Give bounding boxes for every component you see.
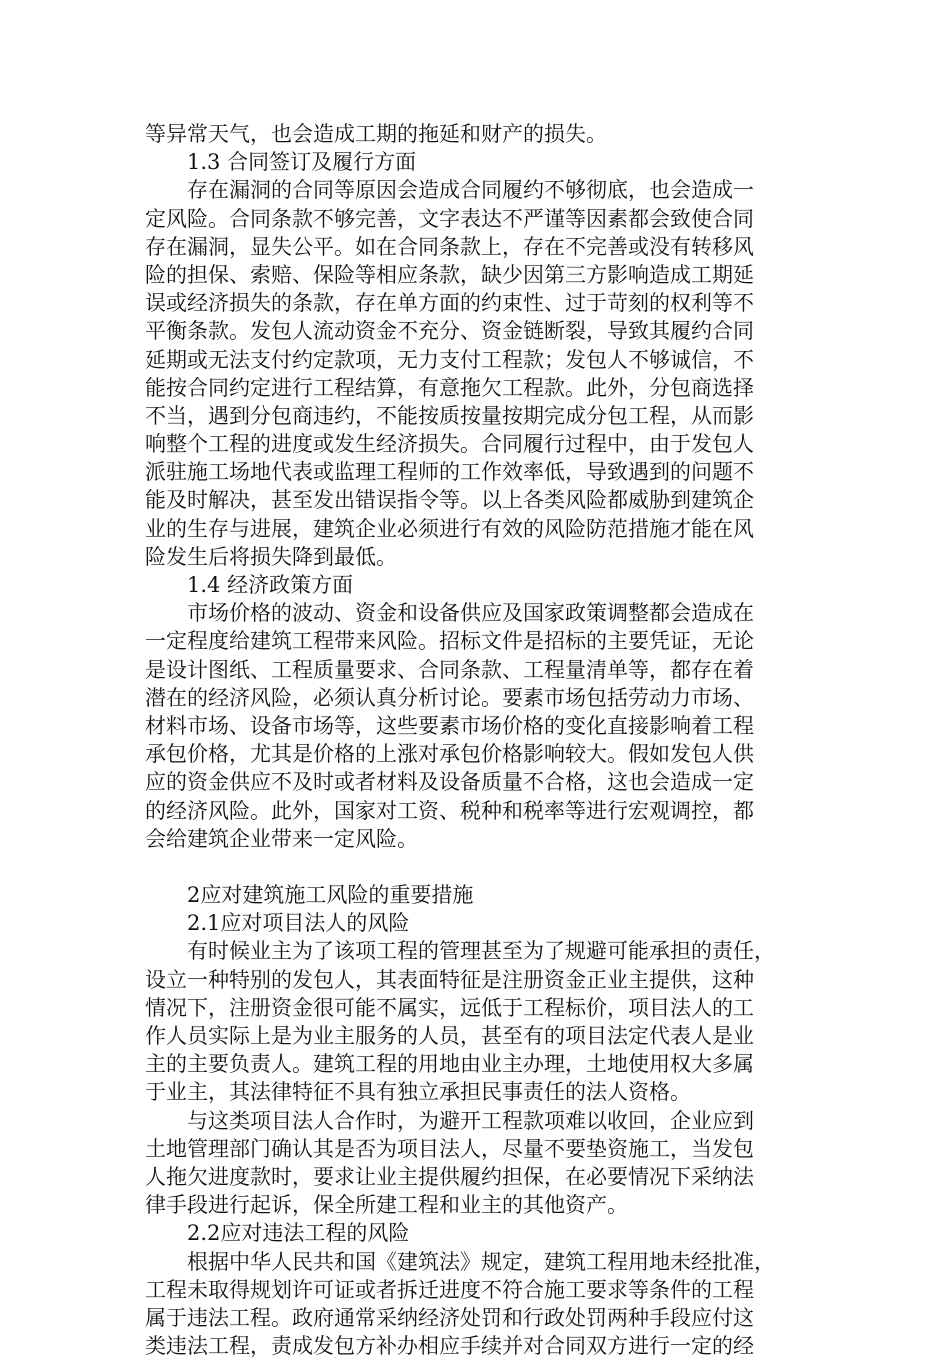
text-line: 的经济风险。此外，国家对工资、税种和税率等进行宏观调控，都 <box>145 798 754 823</box>
text-line: 属于违法工程。政府通常采纳经济处罚和行政处罚两种手段应付这 <box>145 1305 754 1330</box>
text-line: 会给建筑企业带来一定风险。 <box>145 826 418 851</box>
text-line: 定风险。合同条款不够完善，文字表达不严谨等因素都会致使合同 <box>145 206 754 231</box>
text-line: 情况下，注册资金很可能不属实，远低于工程标价，项目法人的工 <box>145 995 754 1020</box>
text-line: 存在漏洞，显失公平。如在合同条款上，存在不完善或没有转移风 <box>145 234 754 259</box>
text-line: 响整个工程的进度或发生经济损失。合同履行过程中，由于发包人 <box>145 432 754 457</box>
text-line: 平衡条款。发包人流动资金不充分、资金链断裂，导致其履约合同 <box>145 319 754 344</box>
text-line: 1.3 合同签订及履行方面 <box>145 150 417 175</box>
text-line: 等异常天气，也会造成工期的拖延和财产的损失。 <box>145 122 607 146</box>
text-line: 有时候业主为了该项工程的管理甚至为了规避可能承担的责任， <box>145 939 775 964</box>
text-line: 不当，遇到分包商违约，不能按质按量按期完成分包工程，从而影 <box>145 403 754 428</box>
text-line: 应的资金供应不及时或者材料及设备质量不合格，这也会造成一定 <box>145 770 754 795</box>
text-line: 险发生后将损失降到最低。 <box>145 544 397 569</box>
text-line: 存在漏洞的合同等原因会造成合同履约不够彻底，也会造成一 <box>145 178 754 203</box>
text-line: 作人员实际上是为业主服务的人员，甚至有的项目法定代表人是业 <box>145 1024 754 1048</box>
text-line: 业的生存与进展，建筑企业必须进行有效的风险防范措施才能在风 <box>145 516 754 541</box>
text-line: 设立一种特别的发包人，其表面特征是注册资金正业主提供，这种 <box>145 967 754 992</box>
blank-line <box>145 853 805 881</box>
text-line: 工程未取得规划许可证或者拆迁进度不符合施工要求等条件的工程 <box>145 1277 754 1302</box>
text-line: 与这类项目法人合作时，为避开工程款项难以收回，企业应到 <box>145 1108 754 1133</box>
text-line: 人拖欠进度款时，要求让业主提供履约担保，在必要情况下采纳法 <box>145 1164 754 1189</box>
text-line: 能按合同约定进行工程结算，有意拖欠工程款。此外，分包商选择 <box>145 375 754 400</box>
text-line: 市场价格的波动、资金和设备供应及国家政策调整都会造成在 <box>145 601 754 626</box>
text-line: 派驻施工场地代表或监理工程师的工作效率低，导致遇到的问题不 <box>145 460 754 485</box>
text-line: 根据中华人民共和国《建筑法》规定，建筑工程用地未经批准， <box>145 1249 775 1274</box>
text-line: 承包价格，尤其是价格的上涨对承包价格影响较大。假如发包人供 <box>145 742 754 767</box>
text-line: 律手段进行起诉，保全所建工程和业主的其他资产。 <box>145 1193 628 1218</box>
text-line: 险的担保、索赔、保险等相应条款，缺少因第三方影响造成工期延 <box>145 262 754 287</box>
text-line: 延期或无法支付约定款项，无力支付工程款；发包人不够诚信，不 <box>145 347 754 372</box>
text-line: 2.2应对违法工程的风险 <box>145 1221 410 1246</box>
text-line: 2应对建筑施工风险的重要措施 <box>145 883 474 908</box>
text-line: 主的主要负责人。建筑工程的用地由业主办理，土地使用权大多属 <box>145 1052 754 1077</box>
text-line: 于业主，其法律特征不具有独立承担民事责任的法人资格。 <box>145 1080 691 1105</box>
text-line: 类违法工程，责成发包方补办相应手续并对合同双方进行一定的经 <box>145 1334 754 1359</box>
text-line: 误或经济损失的条款，存在单方面的约束性、过于苛刻的权利等不 <box>145 291 754 316</box>
text-line: 是设计图纸、工程质量要求、合同条款、工程量清单等，都存在着 <box>145 657 754 682</box>
text-line: 土地管理部门确认其是否为项目法人，尽量不要垫资施工，当发包 <box>145 1136 754 1161</box>
text-line: 能及时解决，甚至发出错误指令等。以上各类风险都威胁到建筑企 <box>145 488 754 513</box>
text-line: 1.4 经济政策方面 <box>145 573 354 597</box>
document-page <box>145 120 805 1360</box>
text-line: 材料市场、设备市场等，这些要素市场价格的变化直接影响着工程 <box>145 713 754 738</box>
text-line: 2.1应对项目法人的风险 <box>145 911 410 936</box>
text-line: 一定程度给建筑工程带来风险。招标文件是招标的主要凭证，无论 <box>145 629 754 654</box>
text-line: 潜在的经济风险，必须认真分析讨论。要素市场包括劳动力市场、 <box>145 685 754 710</box>
